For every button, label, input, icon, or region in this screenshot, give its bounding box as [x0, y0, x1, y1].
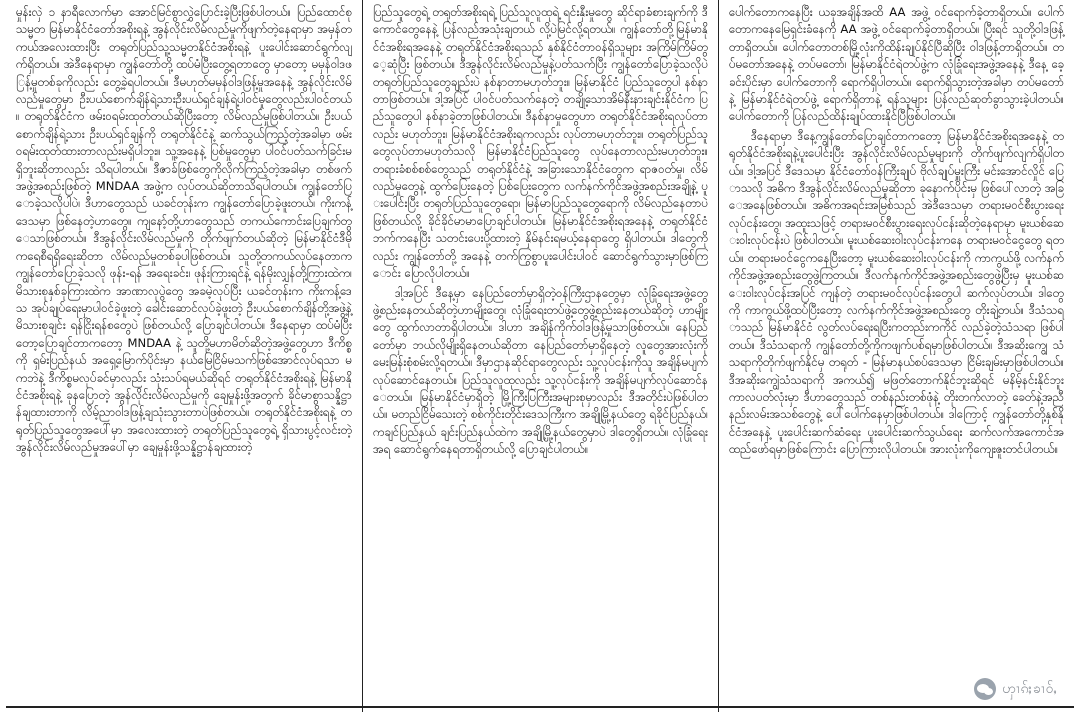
- chat-bubbles-icon: [974, 678, 996, 700]
- column-3: [718, 0, 1074, 712]
- column-2-paragraph-2: ဒါ့အပြင် ဒီနေ့မှာ နေပြည်တော်မှာရှိတဲ့ဝန်ကြီးဌာနတွေမှာ လုံခြုံရေးအဖွဲ့တွေ ဖွဲ့စည်းနေတယ်ဆိုတဲ့ဟာမျိုးတွေ၊ လုံခြုံရေးတပ်ဖွဲ့တွေဖွဲ့စည်းနေတယ်ဆိုတဲ့ ဟာမျိုးတွေ ထွက်လာတာရှိပါတယ်။ ဒါဟာ အချိန်ကိုက်ဝါဒဖြန့်မှုသာဖြစ်တယ်။ နေပြည်တော်မှာ ဘယ်လိုမျိုးရှိနေတယ်ဆိုတာ နေပြည်တော်မှာရှိနေတဲ့ လူတွေအားလုံးကို မေးမြန်းစုံစမ်းလို့ရတယ်။ ဒီမှာဌာနဆိုင်ရာတွေလည်း သူ့လုပ်ငန်းကိုသူ အချိန်မပျက်လုပ်ဆောင်နေတယ်။ ပြည်သူလူထုလည်း သူ့လုပ်ငန်းကို အချိန်မပျက်လုပ်ဆောင်နေတယ်။ မြန်မာနိုင်ငံမှာရှိတဲ့ မြို့ကြီးပြကြီးအများစုမှာလည်း ဒီအတိုင်းပဲဖြစ်ပါတယ်။ မတည်ငြိမ်သေးတဲ့ စစ်ကိုင်းတိုင်းဒေသကြီးက အချို့မြို့နယ်တွေ ရခိုင်ပြည်နယ်၊ ကချင်ပြည်နယ် ချင်းပြည်နယ်ထဲက အချို့မြို့နယ်တွေမှာပဲ ဒါတွေရှိတယ်။ လုံခြုံရေးအရ ဆောင်ရွက်နေရတာရှိတယ်လို့ ပြောချင်ပါတယ်။: [373, 285, 708, 457]
- article-columns: [6, 0, 1074, 712]
- column-1: [6, 0, 362, 712]
- column-2-paragraph-1: ပြည်သူတွေရဲ့ တရုတ်အစိုးရရဲ့ ပြည်သူလူထုရဲ့ ရင်းနှီးမှုတွေ ဆိုင်ရာခံစားချက်ကို ဒီကောင်တွေနေနဲ့ ပြန်လည်အသုံးချတယ် လို့ပဲမြင်လို့ရတယ်။ ကျွန်တော်တို့မြန်မာနိုင်ငံအစိုးရအနေနဲ့ တရုတ်နိုင်ငံအစိုးရသည် နှစ်နိုင်ငံတာဝန်ရှိသူများ အကြိမ်ကြိမ်တွေ့ဆုံပြီး ဖြစ်တယ်။ ဒီအွန်လိုင်းလိမ်လည်မှုနဲ့ပတ်သက်ပြီး ကျွန်တော်ပြောခဲ့သလိုပဲ တရုတ်ပြည်သူတွေချည်းပဲ နစ်နာတာမဟုတ်ဘူး။ မြန်မာနိုင်ငံ ပြည်သူတွေပါ နစ်နာတာဖြစ်တယ်။ ဒါ့အပြင် ပါဝင်ပတ်သက်နေတဲ့ တချို့သောအိမ်နီးနားချင်းနိုင်ငံက ပြည်သူတွေပါ နစ်နာခဲ့တာဖြစ်ပါတယ်။ ဒီနစ်နာမှုတွေဟာ တရုတ်နိုင်ငံအစိုးရလုပ်တာလည်း မဟုတ်ဘူး၊ မြန်မာနိုင်ငံအစိုးရကလည်း လုပ်တာမဟုတ်ဘူး။ တရုတ်ပြည်သူတွေလုပ်တာမဟုတ်သလို မြန်မာနိုင်ငံပြည်သူတွေ လုပ်နေတာလည်းမဟုတ်ဘူး။ တရားခံစစ်စစ်တွေသည် တရုတ်နိုင်ငံနဲ့ အခြားသောနိုင်ငံတွေက ရာဇဝတ်မှု၊ လိမ်လည်မှုတွေနဲ့ ထွက်ပြေးနေတဲ့ ပြစ်ပြေးတွေက လက်နက်ကိုင်အဖွဲ့အစည်းအချို့နဲ့ ပူးပေါင်းပြီး တရုတ်ပြည်သူတွေရော၊ မြန်မာပြည်သူတွေရောကို လိမ်လည်နေတာပဲဖြစ်တယ်လို့ ခိုင်ခိုင်မာမာပြောချင်ပါတယ်။ မြန်မာနိုင်ငံအစိုးရအနေနဲ့ တရုတ်နိုင်ငံဘက်ကနေပြီး သတင်းပေးပို့ထားတဲ့ နှိမ်နင်းရမယ့်နေရာတွေ ရှိပါတယ်။ ဒါတွေကိုလည်း ကျွန်တော်တို့ အနေနဲ့ တက်ကြွစွာပူးပေါင်းပါဝင် ဆောင်ရွက်သွားမှာဖြစ်ကြောင်း ပြောလိုပါတယ်။: [373, 5, 708, 281]
- watermark-text: ၯၢၵ်ႈၶၢဝ်ႇ: [1002, 680, 1058, 697]
- column-2: [362, 0, 718, 712]
- watermark: [968, 676, 1064, 702]
- bottom-rule-divider: [6, 706, 1074, 708]
- column-3-paragraph-1: ပေါက်တောကနေပြီး ယခုအချိန်အထိ AA အဖွဲ့ ဝင်ရောက်ခဲ့တာရှိတယ်။ ပေါက်တောကနေမြေရှင်းခံနေကို AA အဖွဲ့ ဝင်ရောက်ခဲ့တာရှိတယ်။ ပြီးရင် သူတို့ဝါဒဖြန့်တာရှိတယ်။ ပေါက်တောတစ်မြို့လုံးကိုထိန်းချုပ်နိုင်ပြီဆိုပြီး ဝါဒဖြန့်တာရှိတယ်။ တပ်မတော်အနေနဲ့ တပ်မတော်၊ မြန်မာနိုင်ငံရဲတပ်ဖွဲ့က လုံခြုံရေးအဖွဲ့အနေနဲ့ ဒီနေ့ ခေ့ခင်းပိုင်းမှာ ပေါက်တောကို ရောက်ရှိပါတယ်။ ရောက်ရှိသွားတဲ့အခါမှာ တပ်မတော်နဲ့ မြန်မာနိုင်ငံရဲတပ်ဖွဲ့ ရောက်ရှိတာနဲ့ ရန်သူများ ပြန်လည်ဆုတ်ခွာသွားခဲ့ပါတယ်။ ပေါက်တောကို ပြန်လည်ထိန်းချုပ်ထားနိုင်ပြီဖြစ်ပါတယ်။: [729, 5, 1064, 124]
- column-1-paragraph-1: မှုန်းလှဲ ၁ နာရီလောက်မှာ အောင်မြင်စွာလွှဲပြောင်းခဲ့ပြီးဖြစ်ပါတယ်။ ပြည်ထောင်စုသမ္မတ မြန်မာနိုင်ငံတော်အစိုးရနဲ့ အွန်လိုင်းလိမ်လည်မှုကိုဖျက်တဲ့နေရာမှာ အမှန်တကယ်အလေးထားပြီး တရုတ်ပြည်သူ့သမ္မတနိုင်ငံအစိုးရနဲ့ ပူးပေါင်းဆောင်ရွက်လျက်ရှိတယ်။ အဲဒီနေရာမှာ ကျွန်တော်တို့ ထပ်မံပြီးတွေ့ရတာတွေ မှာတော့ မမှန်ဝါဒဖြန့်မှုတစ်ခုကိုလည်း တွေ့ခဲ့ရပါတယ်။ ဒီမဟုတ်မမှန်ဝါဒဖြန့်မှုအနေနဲ့ အွန်လိုင်းလိမ်လည်မှုတွေမှာ ဦးပယ်စောက်ချိန်ရဲ့သားဦးပယ်ရှင်ချန်ရဲ့ပါဝင်မှုတွေလည်းပါဝင်တယ်။ တရုတ်နိုင်ငံက ဖမ်းဝရမ်းထုတ်တယ်ဆိုပြီးတော့ လိမ်လည်မှုဖြစ်ပါတယ်။ ဦးပယ်စောက်ချိန်ရဲ့သား ဦးပယ်ရှင်ချန်ကို တရုတ်နိုင်ငံနဲ့ ဆက်သွယ်ကြည့်တဲ့အခါမှာ ဖမ်းဝရမ်းထုတ်ထားတာလည်းမရှိပါဘူး။ သူ့အနေနဲ့ ပြစ်မှုတွေမှာ ပါဝင်ပတ်သက်ခြင်းမရှိဘူးဆိုတာလည်း သိရပါတယ်။ ဒီဇာခ်ဖြစ်တွေကိုလိုက်ကြည့်တဲ့အခါမှာ တစ်ဖက်အဖွဲ့အစည်းဖြစ်တဲ့ MNDAA အဖွဲ့က လုပ်တယ်ဆိုတာသိရပါတယ်။ ကျွန်တော်ပြောခဲ့သလိုပါပဲ၊ ဒီဟာတွေသည် ယခင်တုန်းက ကျွန်တော်ပြောခဲ့ဖူးတယ်၊ ကိုးကန့်ဒေသမှာ ဖြစ်နေတဲ့ဟာတွေ။ ကျနော့်တို့ဟာတွေသည် တကယ်ကောင်းပြေချက်တွေသာဖြစ်တယ်။ ဒီအွန်လိုင်းလိမ်လည်မှုကို တိုက်ဖျက်တယ်ဆိုတဲ့ မြန်မာနိုင်ငံဒီမိုကရေစီရရှိရေးဆိုတာ လိမ်လည်မှုတစ်ခုပါဖြစ်တယ်။ သူတို့တကယ်လုပ်နေတာက ကျွန်တော်ပြောခဲ့သလို ဖုန်း-ရန် အရေးခင်း၊ ဖုန်းကြားရင်နဲ့ ရန်မိုးလျှန်တို့ကြားထဲက၊ မိသားစုနှစ်ခုကြားထဲက အာဏာလုပွဲတွေ အခမဲ့လုပ်ပြီး ယခင်တုန်းက ကိုးကန့်ဒေသ အုပ်ချုပ်ရေးမှာပါဝင်ခဲ့ဖူးတဲ့ ခေါင်းဆောင်လုပ်ခဲ့ဖူးတဲ့ ဦးပယ်စောက်ချိန်တို့အဖွဲ့နဲ့ မိသားစုချင်း ရန်ငြိုးရန်စတွေပဲ ဖြစ်တယ်လို့ ပြောချင်ပါတယ်။ ဒီနေရာမှာ ထပ်မံပြီးတော့ပြောချင်တာကတော့ MNDAA နဲ့ သူတို့မဟာမိတ်ဆိုတဲ့အဖွဲ့တွေဟာ ဒီကိစ္စကို ရှမ်းပြည်နယ် အရှေ့မြောက်ပိုင်းမှာ နယ်မြေငြိမ်မသက်ဖြစ်အောင်လုပ်ရသာ မကဘဲနဲ့ ဒီကိစ္စမလုပ်ခင်မှာလည်း သုံးသပ်ရမယ်ဆိုရင် တရုတ်နိုင်ငံအစိုးရနဲ့ မြန်မာနိုင်ငံအစိုးရနဲ့ ခုနပြောတဲ့ အွန်လိုင်းလိမ်လည်မှုကို ချေမှုန်းဖို့အတွက် ခိုင်မာစွာသန္နိဋ္ဌာန်ချထားတာကို လိမ့်ညာဝါဒဖြန့်ချသုံးသွားတာပဲဖြစ်တယ်။ တရုတ်နိုင်ငံအစိုးရနဲ့ တရုတ်ပြည်သူတွေအပေါ်မှာ အလေးထားတဲ့ တရုတ်ပြည်သူတွေရဲ့ ရှိသားပွင့်လင်းတဲ့ အွန်လိုင်းလိမ်လည်မှုအပေါ်မှာ ချေမှုန်းဖို့သန္နိဋ္ဌာန်ချထားတဲ့: [16, 5, 352, 455]
- column-3-paragraph-2: ဒီနေရာမှာ ဒီနေ့ကျွန်တော်ပြောချင်တာကတော့ မြန်မာနိုင်ငံအစိုးရအနေနဲ့ တရုတ်နိုင်ငံအစိုးရနဲ့ပူးပေါင်းပြီး အွန်လိုင်းလိမ်လည်မှုများကို တိုက်ဖျက်လျက်ရှိပါတယ်။ ဒါ့အပြင် ဒီဒေသမှာ နိုင်ငံတော်ဝန်ကြီးချုပ် ဗိုလ်ချုပ်မှူးကြီး မင်းအောင်လှိုင် ပြောသလို အဓိက ဒီအွန်လိုင်းလိမ်လည်မှုဆိုတာ ခုနောက်ပိုင်းမှ ဖြစ်ပေါ်လာတဲ့ အခြေအနေဖြစ်တယ်။ အဓိကအရင်းအမြစ်သည် အဲဒီဒေသမှာ တရားမဝင်စီးပွားရေးလုပ်ငန်းတွေ၊ အထူးသဖြင့် တရားမဝင်စီးပွားရေးလုပ်ငန်းဆိုတဲ့နေရာမှာ မူးယစ်ဆေးဝါးလုပ်ငန်းပဲ ဖြစ်ပါတယ်။ မူးယစ်ဆေးဝါးလုပ်ငန်းကနေ တရားမဝင်ငွေတွေ ရတယ်။ တရားမဝင်ငွေကနေပြီးတော့ မူးယစ်ဆေးဝါးလုပ်ငန်းကို ကာကွယ်ဖို့ လက်နက်ကိုင်အဖွဲ့အစည်းတွေဖွဲ့ကြတယ်။ ဒီလက်နက်ကိုင်အဖွဲ့အစည်းတွေဖွဲ့ပြီးမှ မူးယစ်ဆေးဝါးလုပ်ငန်းအပြင် ကျန်တဲ့ တရားမဝင်လုပ်ငန်းတွေပါ ဆက်လုပ်တယ်။ ဒါတွေကို ကာကွယ်ဖို့ထပ်ပြီးတော့ လက်နက်ကိုင်အဖွဲ့အစည်းတွေ တိုးချဲ့တယ်။ ဒီသံသရာသည် မြန်မာနိုင်ငံ လွတ်လပ်ရေးရပြီးကတည်းကကိုင် လည်ခဲ့တဲ့သံသရာ ဖြစ်ပါတယ်။ ဒီသံသရာကို ကျွန်တော်တို့ကိုကဖျက်ပစ်ရမှာဖြစ်ပါတယ်။ ဒီအဆိုးကျွေ သံသရာကိုတိုက်ဖျက်နိုင်မှ တရုတ် - မြန်မာနယ်စပ်ဒေသမှာ ငြိမ်းချမ်းမှာဖြစ်ပါတယ်။ ဒီအဆိုးကျွေဲသံသရာကို အကယ်၍ မဖြတ်တောက်နိုင်ဘူးဆိုရင် မနိမ့်နင်းနိုင်ဘူး ကာလပတ်လုံးမှာ ဒီဟာတွေသည် တစ်နည်းတစ်ဖုံနဲ့ တိုးတက်လာတဲ့ ခေတ်နဲ့အညီ နည်းလမ်းအသစ်တွေနဲ့ ပေါ်ပေါက်နေမှာဖြစ်ပါတယ်။ ဒါကြောင့် ကျွန်တော်တို့နှစ်နိုင်ငံအနေနဲ့ ပူးပေါင်းဆက်ဆံရေး ပူးပေါင်းဆက်သွယ်ရေး ဆက်လက်အကောင်အထည်ဖော်ရမှာဖြစ်ကြောင်း ပြောကြားလိုပါတယ်။ အားလုံးကိုကျေးဇူးတင်ပါတယ်။: [729, 128, 1064, 457]
